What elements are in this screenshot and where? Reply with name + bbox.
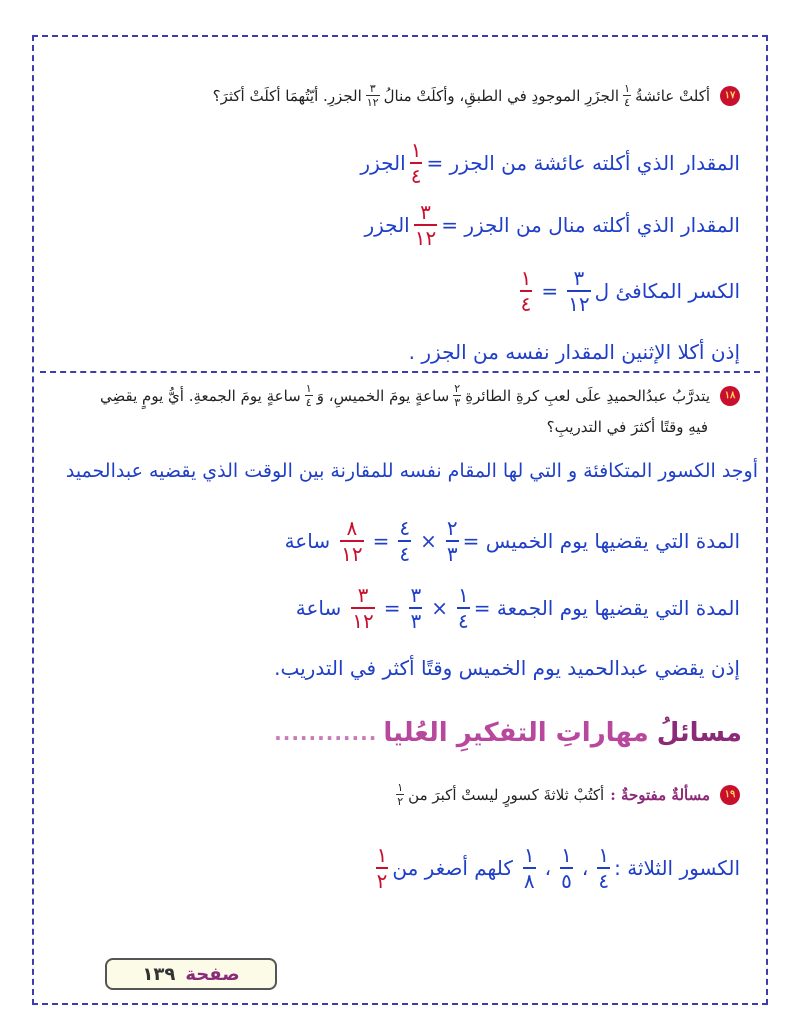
q18-text-b: ساعةٍ يومَ الخميسِ، وَ	[316, 386, 450, 405]
a19-mid-text: كلهم أصغر من	[392, 856, 513, 880]
a17-l3-equals: =	[541, 279, 559, 303]
section-heading	[274, 718, 742, 748]
a18-l2-text: المدة التي يقضيها يوم الخميس =	[462, 529, 740, 553]
answer-19-line-1	[40, 845, 740, 891]
open-problem-label: مسألةٌ مفتوحةٌ :	[610, 785, 710, 804]
q17-fraction-2: $\frac{٣}{١٢}$	[366, 82, 379, 109]
answer-18-line-3	[40, 585, 740, 631]
q17-fraction-1: $\frac{١}{٤}$	[624, 82, 631, 109]
answer-17-line-2	[40, 202, 740, 248]
a18-l3-result: $\frac{٣}{١٢}$	[352, 583, 374, 633]
a17-l2-fraction: $\frac{٣}{١٢}$	[414, 200, 437, 250]
q18-fraction-2: $\frac{١}{٤}$	[305, 382, 312, 409]
a19-fraction-4: $\frac{١}{٢}$	[376, 843, 388, 893]
a19-sep-1: ،	[581, 856, 589, 880]
answer-18-line-4	[40, 656, 740, 680]
a17-l1-fraction: $\frac{١}{٤}$	[410, 138, 422, 188]
answer-17-line-4	[40, 340, 740, 364]
q17-text-c: الجزرِ. أيّتُهمَا أكلَتْ أكثرَ؟	[212, 86, 362, 105]
q18-text-d: فيهِ وقتًا أكثرَ في التدريبِ؟	[546, 418, 708, 436]
a18-l4-text: إذن يقضي عبدالحميد يوم الخميس وقتًا أكثر في التدريب.	[274, 656, 740, 680]
q18-fraction-1: $\frac{٢}{٣}$	[454, 382, 461, 409]
a18-l2-end: ساعة	[284, 529, 331, 553]
a18-l2-result: $\frac{٨}{١٢}$	[341, 516, 363, 566]
answer-18-line-2	[40, 518, 740, 564]
a17-l1-end: الجزر	[360, 151, 406, 175]
problem-19-number: ١٩	[720, 785, 740, 805]
problem-18-number: ١٨	[720, 386, 740, 406]
answer-17-line-3	[40, 268, 740, 314]
problem-18-question	[40, 383, 740, 408]
a17-l3-text: الكسر المكافئ ل	[594, 279, 740, 303]
a18-l3-fraction-2: $\frac{٣}{٣}$	[410, 583, 422, 633]
problem-18-question-line-2	[40, 418, 708, 436]
answer-18-line-1	[20, 460, 758, 482]
heading-part-2: مهاراتِ التفكيرِ العُليا	[383, 718, 649, 748]
a18-l2-times: ×	[420, 529, 437, 553]
q19-text-a: أكتُبْ ثلاثةَ كسورٍ ليستْ أكبرَ من	[408, 785, 605, 804]
q18-text-a: يتدرَّبُ عبدُالحميدِ علَى لعبِ كرةِ الطائرةِ	[465, 386, 710, 405]
a19-sep-2: ،	[544, 856, 552, 880]
q17-text-b: الجزَرِ الموجودِ في الطبقِ، وأكلَتْ منالُ	[383, 86, 620, 105]
q17-text-a: أكلتْ عائشةُ	[635, 86, 710, 105]
a18-l2-equals: =	[372, 529, 390, 553]
a18-l3-fraction-1: $\frac{١}{٤}$	[458, 583, 469, 633]
heading-dots: ............	[274, 721, 378, 745]
a18-l3-equals: =	[383, 596, 401, 620]
problem-17-question	[40, 83, 740, 108]
a17-l2-text: المقدار الذي أكلته منال من الجزر =	[441, 213, 740, 237]
a19-fraction-1: $\frac{١}{٤}$	[598, 843, 610, 893]
heading-part-1: مسائلُ	[656, 718, 742, 748]
a17-l4-text: إذن أكلا الإثنين المقدار نفسه من الجزر .	[408, 340, 740, 364]
problem-17-number: ١٧	[720, 86, 740, 106]
a18-l1-text: أوجد الكسور المتكافئة و التي لها المقام نفسه للمقارنة بين الوقت الذي يقضيه عبدالحميد	[65, 460, 758, 482]
a18-l2-fraction-2: $\frac{٤}{٤}$	[399, 516, 411, 566]
a19-fraction-3: $\frac{١}{٨}$	[523, 843, 535, 893]
a19-l1-text: الكسور الثلاثة :	[614, 856, 740, 880]
a18-l3-times: ×	[431, 596, 448, 620]
page-number-tag	[105, 958, 277, 990]
section-divider	[40, 371, 760, 373]
a17-l3-fraction-2: $\frac{١}{٤}$	[520, 266, 532, 316]
answer-17-line-1	[40, 140, 740, 186]
a19-fraction-2: $\frac{١}{٥}$	[561, 843, 572, 893]
a17-l1-text: المقدار الذي أكلته عائشة من الجزر =	[426, 151, 740, 175]
a17-l3-fraction-1: $\frac{٣}{١٢}$	[568, 266, 590, 316]
a18-l3-end: ساعة	[295, 596, 342, 620]
a17-l2-end: الجزر	[364, 213, 410, 237]
q19-fraction: $\frac{١}{٢}$	[397, 781, 404, 808]
a18-l3-text: المدة التي يقضيها يوم الجمعة =	[473, 596, 740, 620]
problem-19-question	[40, 782, 740, 807]
page-label: صفحة	[185, 963, 240, 985]
q18-text-c: ساعةٍ يومَ الجمعةِ. أيُّ يومٍ يقضِي	[100, 386, 301, 405]
page-number: ١٣٩	[142, 963, 176, 985]
a18-l2-fraction-1: $\frac{٢}{٣}$	[446, 516, 458, 566]
